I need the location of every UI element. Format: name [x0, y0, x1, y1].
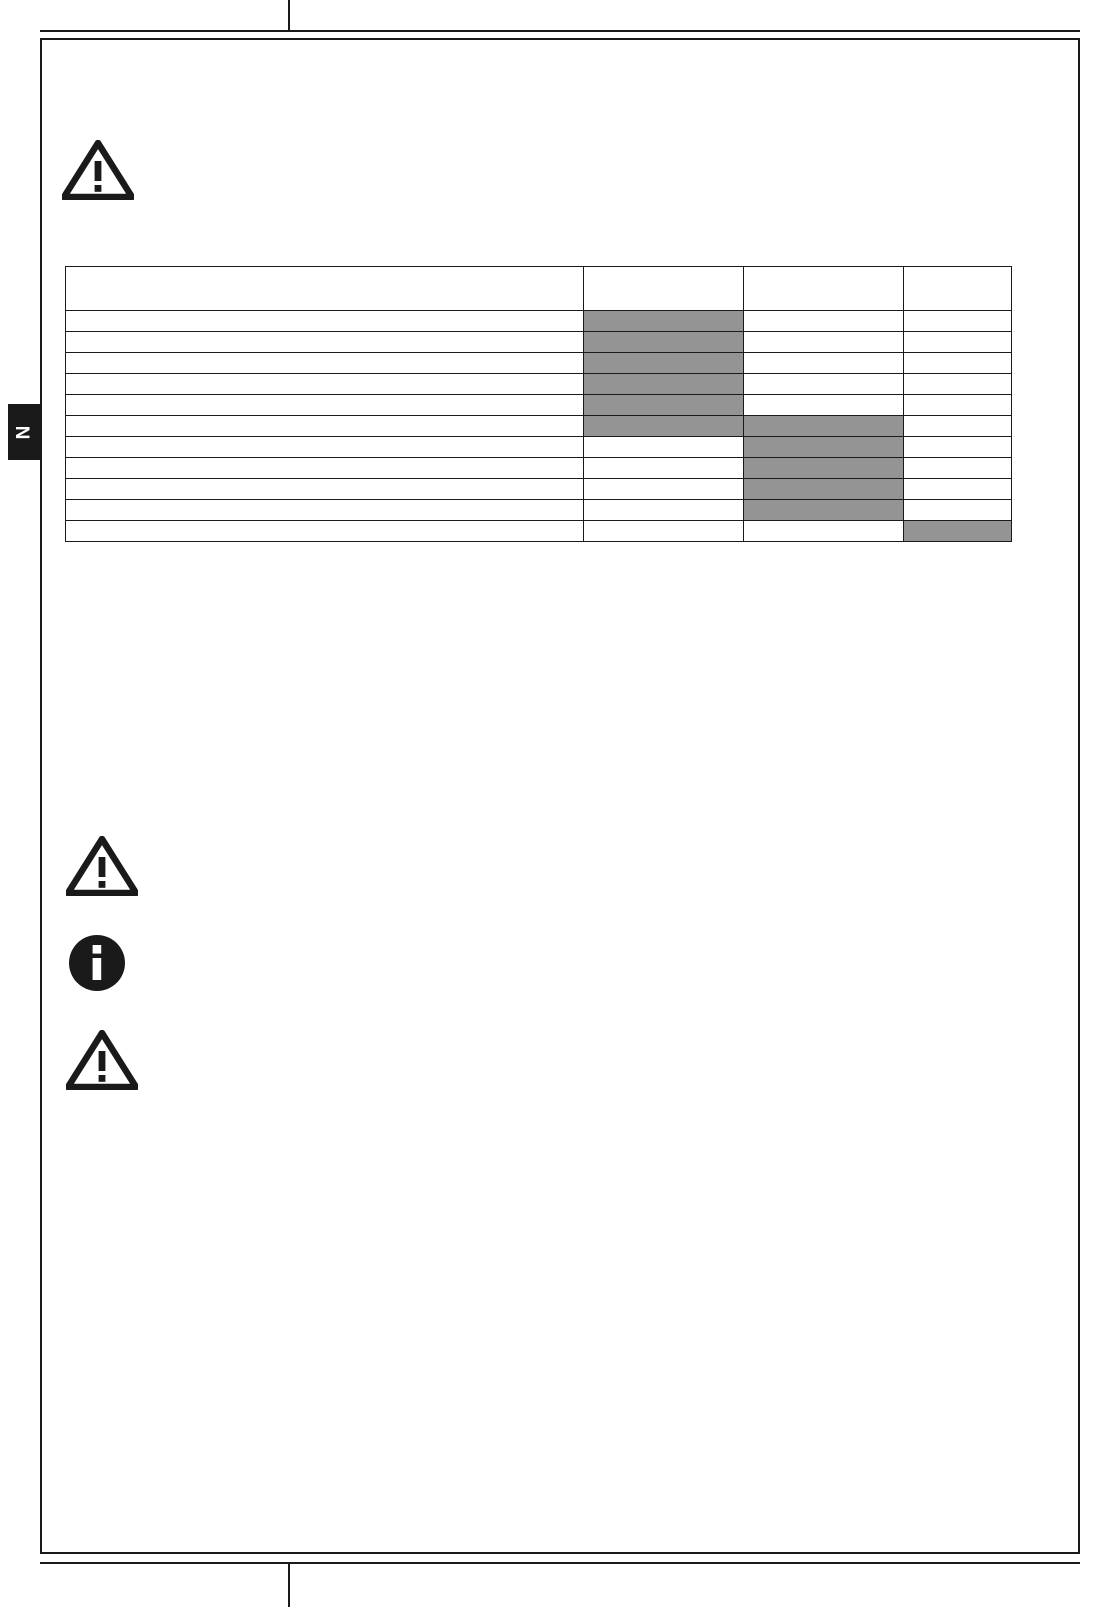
language-tab [8, 404, 40, 460]
table-cell-c [904, 353, 1012, 374]
footer-divider [288, 1564, 290, 1607]
table-cell-c [904, 521, 1012, 542]
table-row [66, 500, 1012, 521]
info-text [150, 940, 1010, 990]
table-row [66, 416, 1012, 437]
table-cell-b [744, 332, 904, 353]
warning-triangle-icon [62, 140, 134, 200]
below-table-text [65, 648, 1005, 808]
table-cell-label [66, 311, 584, 332]
table-cell-b [744, 521, 904, 542]
table-cell-label [66, 332, 584, 353]
table-header-cell-3 [904, 267, 1012, 311]
table-header-cell-1 [584, 267, 744, 311]
table-cell-c [904, 479, 1012, 500]
table-cell-a [584, 416, 744, 437]
table-body [66, 311, 1012, 542]
table-cell-a [584, 437, 744, 458]
table-cell-a [584, 395, 744, 416]
table-cell-b [744, 374, 904, 395]
table-cell-a [584, 353, 744, 374]
table-row [66, 437, 1012, 458]
table-row [66, 353, 1012, 374]
table-cell-a [584, 311, 744, 332]
table-cell-label [66, 437, 584, 458]
table-cell-label [66, 521, 584, 542]
table-row [66, 374, 1012, 395]
table-header-row [66, 267, 1012, 311]
table-row [66, 521, 1012, 542]
table-header-cell-2 [744, 267, 904, 311]
warning-triangle-icon [66, 1030, 138, 1090]
table-header-cell-0 [66, 267, 584, 311]
warning-middle-text [150, 842, 1010, 898]
table-row [66, 395, 1012, 416]
table-cell-b [744, 500, 904, 521]
section-heading [65, 72, 1005, 118]
table-cell-label [66, 458, 584, 479]
table-cell-a [584, 332, 744, 353]
table-cell-label [66, 479, 584, 500]
table-cell-b [744, 437, 904, 458]
table-cell-c [904, 395, 1012, 416]
header-divider [288, 0, 290, 30]
table-cell-label [66, 416, 584, 437]
table-cell-b [744, 353, 904, 374]
body-text [65, 1120, 1005, 1520]
table-cell-c [904, 374, 1012, 395]
warning-bottom-text [150, 1036, 1010, 1092]
table-cell-c [904, 332, 1012, 353]
table-cell-a [584, 458, 744, 479]
table-cell-c [904, 311, 1012, 332]
page-header [40, 0, 1080, 32]
language-tab-label: N [12, 424, 34, 440]
table-cell-b [744, 311, 904, 332]
table-cell-c [904, 458, 1012, 479]
table-cell-c [904, 437, 1012, 458]
warning-triangle-icon [66, 836, 138, 896]
table-cell-b [744, 458, 904, 479]
table-row [66, 458, 1012, 479]
table-cell-b [744, 479, 904, 500]
data-table [65, 266, 1012, 542]
table-cell-b [744, 395, 904, 416]
table-cell-label [66, 353, 584, 374]
info-circle-icon [68, 934, 126, 992]
table-cell-a [584, 500, 744, 521]
table-cell-label [66, 374, 584, 395]
table-cell-c [904, 500, 1012, 521]
table-row [66, 479, 1012, 500]
table-cell-a [584, 521, 744, 542]
table-cell-label [66, 395, 584, 416]
table-cell-a [584, 374, 744, 395]
table-cell-b [744, 416, 904, 437]
table-cell-label [66, 500, 584, 521]
page-footer [40, 1562, 1080, 1607]
table-cell-a [584, 479, 744, 500]
table-row [66, 311, 1012, 332]
table-row [66, 332, 1012, 353]
table-cell-c [904, 416, 1012, 437]
warning-top-text [150, 146, 1010, 202]
